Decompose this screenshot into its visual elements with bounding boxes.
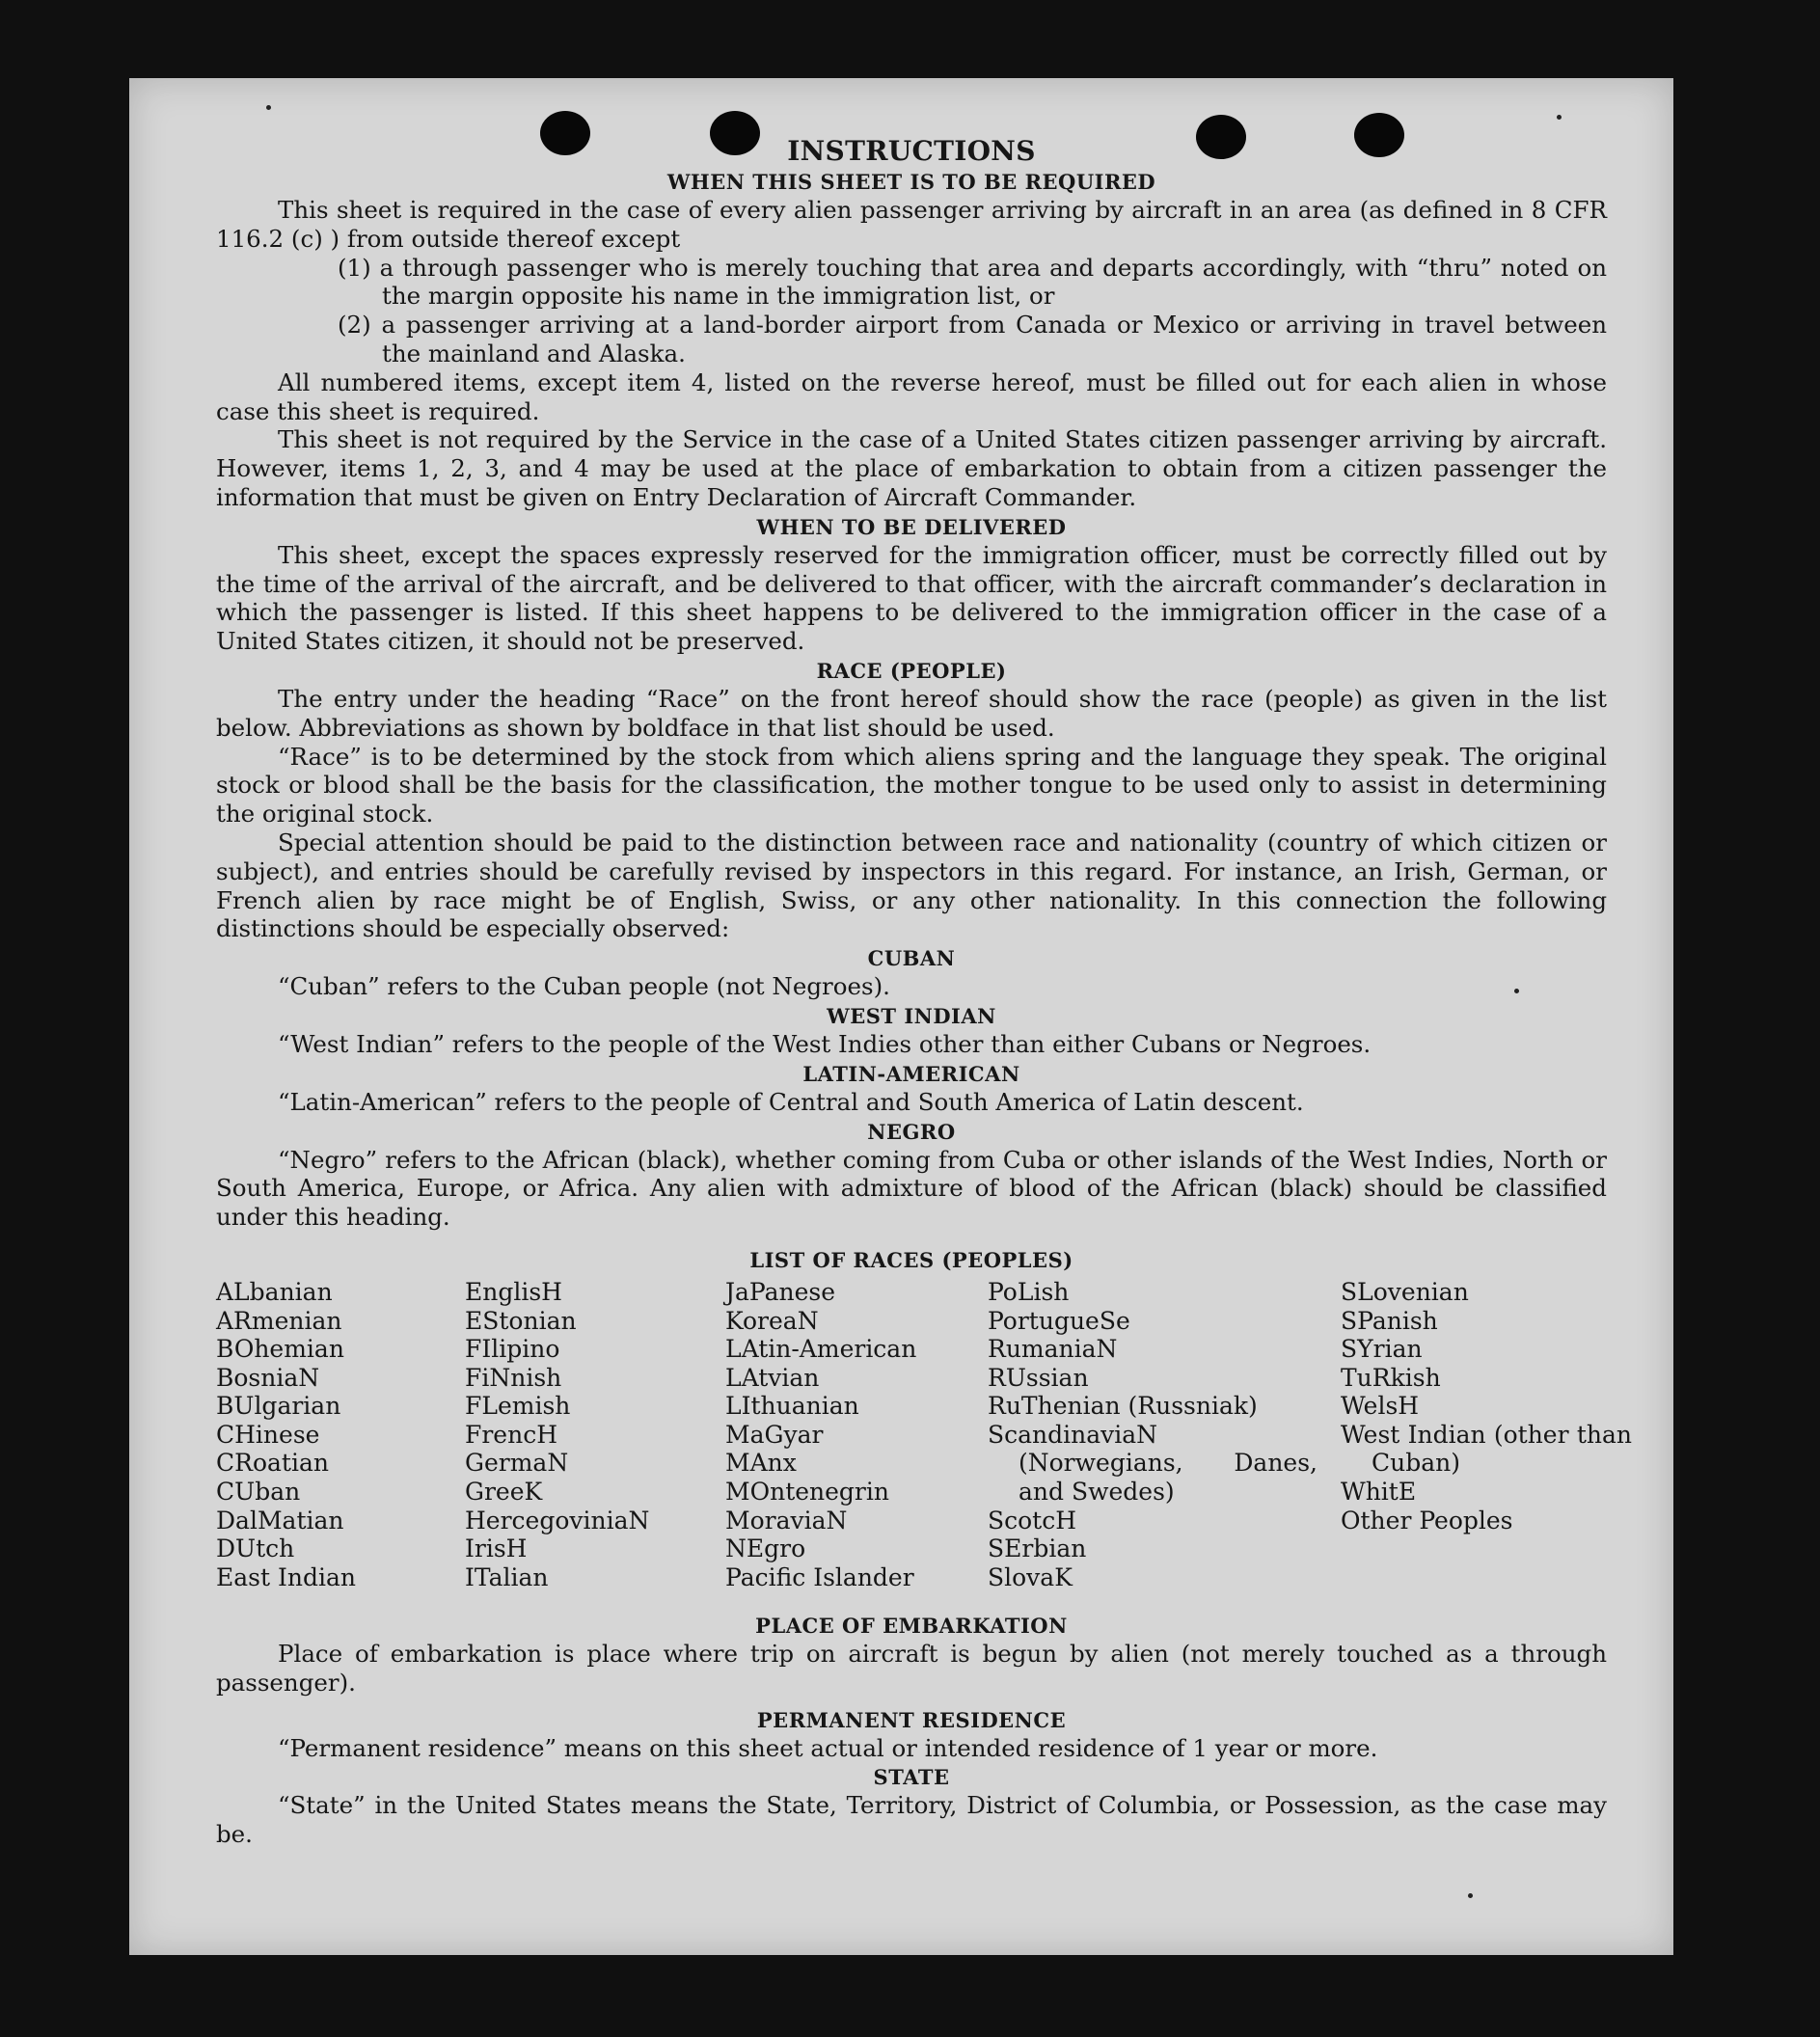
race-item: East Indian (216, 1562, 356, 1591)
race-item: PortugueSe (988, 1306, 1130, 1335)
section-heading: PLACE OF EMBARKATION (755, 1613, 1068, 1638)
paragraph: “West Indian” refers to the people of the West Indies other than either Cubans or Negroes. (278, 1029, 1372, 1058)
speck (1468, 1893, 1473, 1898)
paragraph: “Race” is to be determined by the stock from which aliens spring and the language they speak. The original stock or blood shall be the basis for the classification, the mother tongue to be used only to assist in determining the original stock. (216, 742, 1607, 828)
document-sheet (129, 78, 1673, 1955)
race-item: SYrian (1341, 1335, 1423, 1364)
race-item: CRoatian (216, 1449, 329, 1478)
race-item: SLovenian (1341, 1277, 1469, 1306)
section-heading: WHEN TO BE DELIVERED (756, 514, 1067, 539)
race-item: BosniaN (216, 1363, 320, 1392)
race-item: NEgro (725, 1535, 806, 1563)
section-heading: PERMANENT RESIDENCE (756, 1707, 1067, 1732)
race-item: SPanish (1341, 1306, 1438, 1335)
instructions-text (216, 135, 1632, 1849)
races-column (725, 1278, 916, 1592)
race-item: GreeK (465, 1478, 543, 1507)
race-item: BUlgarian (216, 1392, 341, 1421)
list-item: (2) a passenger arriving at a land-border airport from Canada or Mexico or arriving in travel between the mainland and Alaska. (338, 311, 1607, 367)
races-column (988, 1278, 1317, 1592)
race-item: Other Peoples (1341, 1506, 1513, 1535)
race-item: CUban (216, 1478, 301, 1507)
paragraph: Place of embarkation is place where trip on aircraft is begun by alien (not merely touched as a through passenger). (216, 1639, 1607, 1697)
section-heading: WEST INDIAN (827, 1003, 996, 1028)
paragraph: Special attention should be paid to the distinction between race and nationality (country of which citizen or subject), and entries should be carefully revised by inspectors in this regard. For instance, an Irish, German, or French alien by race might be of English, Swiss, or any other nationality. In this connection the following distinctions should be especially observed: (216, 828, 1607, 943)
races-column (1341, 1278, 1632, 1535)
race-item: MOntenegrin (725, 1478, 889, 1507)
speck (266, 105, 271, 110)
race-item: TuRkish (1341, 1363, 1441, 1392)
section-heading: STATE (873, 1765, 950, 1790)
race-item: FLemish (465, 1392, 571, 1421)
race-item: Pacific Islander (725, 1562, 914, 1591)
races-heading: LIST OF RACES (PEOPLES) (749, 1247, 1073, 1272)
speck (1557, 115, 1562, 120)
race-item: DalMatian (216, 1506, 344, 1535)
race-item: JaPanese (725, 1277, 836, 1306)
section-heading: CUBAN (867, 946, 956, 971)
race-item: SlovaK (988, 1562, 1073, 1591)
race-item: WhitE (1341, 1478, 1417, 1507)
section-heading: RACE (PEOPLE) (816, 658, 1007, 683)
race-item: ARmenian (216, 1306, 342, 1335)
race-item: LIthuanian (725, 1392, 859, 1421)
races-column (465, 1278, 649, 1592)
race-item: RumaniaN (988, 1335, 1118, 1364)
race-item: LAtin-American (725, 1335, 917, 1364)
paragraph: “Permanent residence” means on this sheet actual or intended residence of 1 year or more. (278, 1733, 1378, 1762)
race-item: West Indian (other than Cuban) (1341, 1420, 1632, 1478)
instructions-title: INSTRUCTIONS (787, 135, 1036, 167)
race-item: MaGyar (725, 1420, 824, 1449)
race-item: IrisH (465, 1535, 528, 1563)
paragraph: This sheet is not required by the Service in the case of a United States citizen passenger arriving by aircraft. However, items 1, 2, 3, and 4 may be used at the place of embarkation to obtain from a citizen passenger the information that must be given on Entry Declaration of Aircraft Commander. (216, 425, 1607, 511)
races-column (216, 1278, 356, 1592)
paragraph: All numbered items, except item 4, listed on the reverse hereof, must be filled out for each alien in whose case this sheet is required. (216, 367, 1607, 425)
race-item: SErbian (988, 1535, 1087, 1563)
race-item: EStonian (465, 1306, 577, 1335)
section-heading: LATIN-AMERICAN (802, 1061, 1020, 1086)
paragraph: The entry under the heading “Race” on the front hereof should show the race (people) as given in the list below. Abbreviations as shown by boldface in that list should be used. (216, 684, 1607, 742)
race-item: EnglisH (465, 1277, 562, 1306)
race-item: FIlipino (465, 1335, 560, 1364)
section-heading: WHEN THIS SHEET IS TO BE REQUIRED (666, 170, 1156, 194)
race-item: RUssian (988, 1363, 1089, 1392)
race-item: KoreaN (725, 1306, 819, 1335)
paragraph: “Cuban” refers to the Cuban people (not Negroes). (278, 972, 890, 1001)
paragraph: This sheet, except the spaces expressly reserved for the immigration officer, must be correctly filled out by the time of the arrival of the aircraft, and be delivered to that officer, with the aircraft commander’s declaration in which the passenger is listed. If this sheet happens to be delivered to the immigration officer in the case of a United States citizen, it should not be preserved. (216, 540, 1607, 656)
race-item: CHinese (216, 1420, 320, 1449)
race-item: ScandinaviaN (Norwegians, Danes, and Swedes) (988, 1420, 1317, 1507)
race-item: FiNnish (465, 1363, 562, 1392)
paragraph: “Negro” refers to the African (black), whether coming from Cuba or other islands of the West Indies, North or South America, Europe, or Africa. Any alien with admixture of blood of the African (black) should be classified under this heading. (216, 1145, 1607, 1232)
race-item: HercegoviniaN (465, 1506, 650, 1535)
race-item: LAtvian (725, 1363, 820, 1392)
race-item: WelsH (1341, 1392, 1420, 1421)
paragraph: “Latin-American” refers to the people of Central and South America of Latin descent. (278, 1087, 1304, 1116)
race-item: GermaN (465, 1449, 569, 1478)
race-item: FrencH (465, 1420, 557, 1449)
paragraph: This sheet is required in the case of every alien passenger arriving by aircraft in an area (as defined in 8 CFR 116.2 (c) ) from outside thereof except (216, 196, 1607, 253)
race-item: DUtch (216, 1535, 295, 1563)
race-item: MAnx (725, 1449, 797, 1478)
paragraph: “State” in the United States means the State, Territory, District of Columbia, or Possession, as the case may be. (216, 1791, 1607, 1849)
section-heading: NEGRO (867, 1119, 956, 1144)
race-item: MoraviaN (725, 1506, 848, 1535)
race-item: RuThenian (Russniak) (988, 1392, 1258, 1421)
race-item: ScotcH (988, 1506, 1077, 1535)
races-list (216, 1277, 1632, 1611)
race-item: ALbanian (216, 1277, 333, 1306)
race-item: BOhemian (216, 1335, 344, 1364)
race-item: PoLish (988, 1277, 1070, 1306)
list-item: (1) a through passenger who is merely touching that area and departs accordingly, with “thru” noted on the margin opposite his name in the immigration list, or (338, 253, 1607, 311)
race-item: ITalian (465, 1562, 549, 1591)
